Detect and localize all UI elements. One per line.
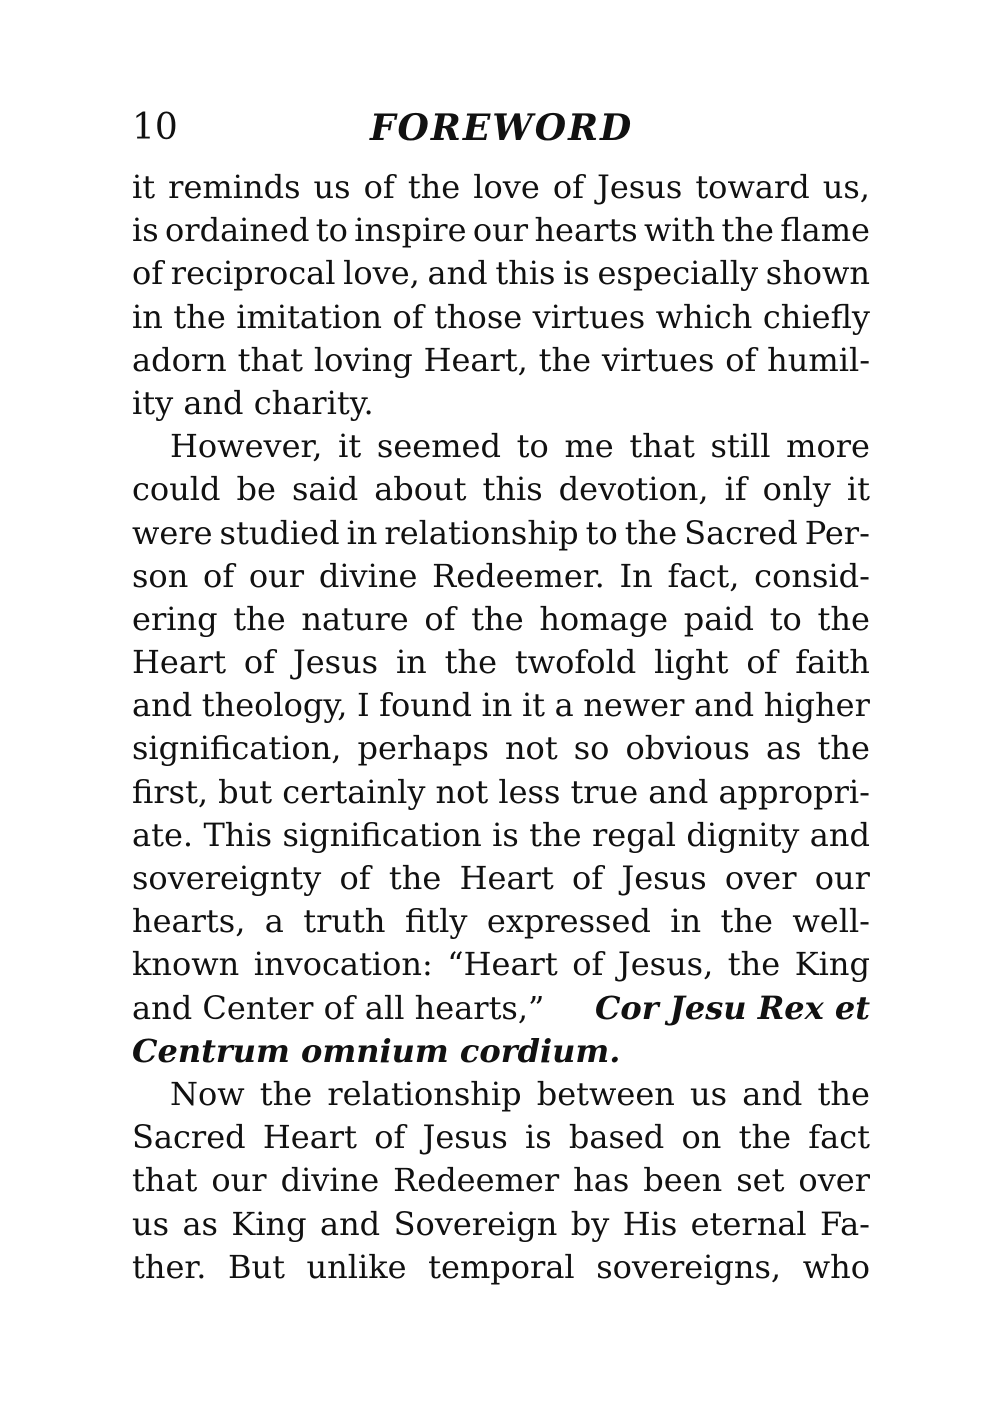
text-line: ering the nature of the homage paid to the [132,599,870,638]
text-line-mixed [132,987,870,1030]
text-line: could be said about this devotion, if only it [132,470,870,509]
text-line: were studied in relationship to the Sacred Per- [132,513,870,552]
latin-phrase: Cor Jesu Rex et [594,988,870,1027]
text-line: it reminds us of the love of Jesus toward us, [132,168,870,206]
text-line: son of our divine Redeemer. In fact, consid- [132,556,870,595]
text-line: Now the relationship between us and the [170,1074,870,1113]
running-title: FOREWORD [370,107,634,149]
text-line: signification, perhaps not so obvious as the [132,729,870,768]
text-line: known invocation: “Heart of Jesus, the King [132,945,870,984]
text-line-latin [132,1030,870,1073]
running-head [132,103,870,153]
page-number: 10 [132,107,178,148]
text-line: Sacred Heart of Jesus is based on the fact [132,1118,870,1157]
text-run: and Center of all hearts,” [132,988,545,1027]
text-line: Heart of Jesus in the twofold light of faith [132,643,870,682]
text-line: sovereignty of the Heart of Jesus over our [132,859,870,897]
text-line: of reciprocal love, and this is especially shown [132,254,870,293]
text-line: ther. But unlike temporal sovereigns, who [132,1247,870,1286]
text-line: that our divine Redeemer has been set over [132,1161,870,1200]
text-line: ity and charity. [132,383,374,422]
text-line: hearts, a truth fitly expressed in the well- [132,902,870,941]
body-text [132,166,870,1289]
text-line: is ordained to inspire our hearts with the flame [132,211,870,250]
text-line: adorn that loving Heart, the virtues of humil- [132,340,870,379]
latin-phrase: Centrum omnium cordium. [132,1031,621,1070]
text-line: However, it seemed to me that still more [170,427,870,466]
text-line: ate. This signification is the regal dignity and [132,815,870,854]
text-line: us as King and Sovereign by His eternal Fa- [132,1204,870,1243]
text-line: and theology, I found in it a newer and higher [132,686,870,725]
text-line: in the imitation of those virtues which chiefly [132,297,870,336]
text-line: first, but certainly not less true and appropri- [132,772,870,811]
